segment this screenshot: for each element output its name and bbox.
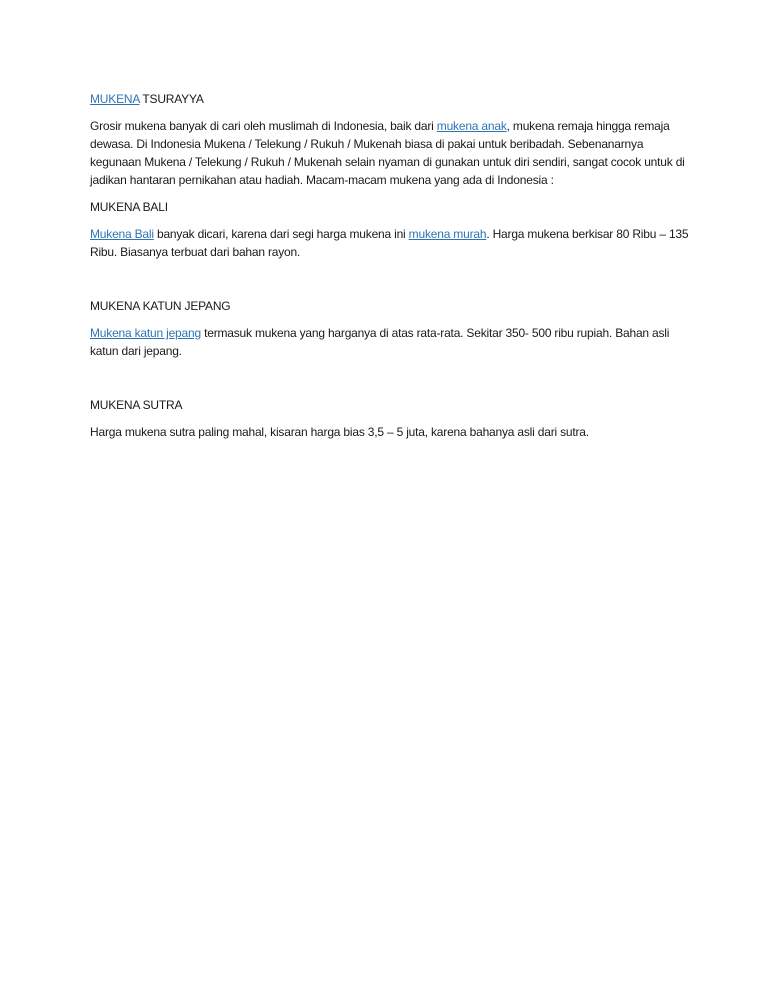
bali-text-1: banyak dicari, karena dari segi harga mukena ini xyxy=(153,227,409,241)
mukena-link[interactable]: MUKENA xyxy=(90,92,140,106)
mukena-bali-link[interactable]: Mukena Bali xyxy=(90,227,154,241)
katun-jepang-text: termasuk mukena yang harganya di atas rata-rata. Sekitar 350- 500 ribu rupiah. Bahan asli katun dari jepang. xyxy=(90,326,670,358)
intro-text-2: , mukena remaja hingga remaja dewasa. Di Indonesia Mukena / Telekung / Rukuh / Mukenah biasa di pakai untuk beribadah. Sebenanarnya kegunaan Mukena / Telekung / Rukuh / Mukenah selain nyaman di gunakan untuk diri sendiri, sangat cocok untuk di jadikan hantaran pernikahan atau hadiah. Macam-macam mukena yang ada di Indonesia : xyxy=(90,119,685,187)
mukena-katun-jepang-link[interactable]: Mukena katun jepang xyxy=(90,326,201,340)
spacer xyxy=(90,270,690,297)
mukena-murah-link[interactable]: mukena murah xyxy=(408,227,487,241)
bali-text-2: . Harga mukena berkisar 80 Ribu – 135 Ribu. Biasanya terbuat dari bahan rayon. xyxy=(90,227,689,259)
title-text: TSURAYYA xyxy=(139,92,204,106)
section-heading-sutra: MUKENA SUTRA xyxy=(90,398,183,412)
spacer xyxy=(90,369,690,396)
intro-text-1: Grosir mukena banyak di cari oleh muslimah di Indonesia, baik dari xyxy=(90,119,437,133)
section-heading-bali: MUKENA BALI xyxy=(90,200,168,214)
section-paragraph-bali xyxy=(90,225,690,261)
mukena-anak-link[interactable]: mukena anak xyxy=(436,119,507,133)
document-title xyxy=(90,90,690,108)
section-heading-katun-jepang: MUKENA KATUN JEPANG xyxy=(90,299,231,313)
section-paragraph-sutra: Harga mukena sutra paling mahal, kisaran harga bias 3,5 – 5 juta, karena bahanya asli dari sutra. xyxy=(90,425,589,439)
intro-paragraph xyxy=(90,117,690,189)
section-paragraph-katun-jepang xyxy=(90,324,690,360)
document-body xyxy=(90,90,690,450)
